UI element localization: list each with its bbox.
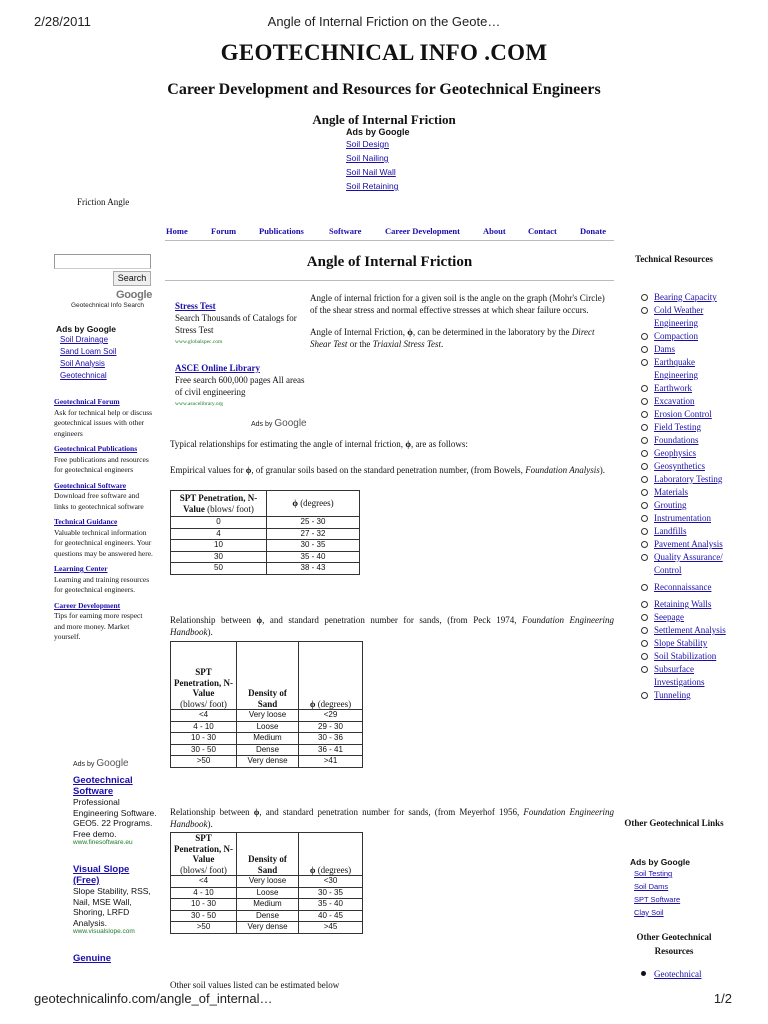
cell: Loose	[237, 721, 299, 733]
text: Relationship between	[170, 615, 257, 625]
left-link-block	[54, 397, 154, 439]
phi-symbol: ϕ	[309, 698, 316, 709]
ad-link-soil-retaining[interactable]: Soil Retaining	[346, 181, 399, 191]
phi-symbol: ϕ	[407, 327, 413, 337]
left-link-desc: Tips for earning more respect and more money. Market yourself.	[54, 611, 143, 641]
nav-publications[interactable]: Publications	[259, 226, 304, 236]
phi-unit: (degrees)	[297, 498, 334, 509]
resource-link[interactable]: Geotechnical	[654, 969, 702, 979]
empirical-values-text	[170, 464, 614, 476]
left-link-block	[54, 481, 154, 513]
search-button[interactable]: Search	[113, 271, 151, 286]
left-ads	[56, 324, 156, 383]
cell: Medium	[237, 733, 299, 745]
intro-paragraph-2	[310, 326, 614, 350]
table-row	[171, 563, 360, 575]
intro-paragraph-1: Angle of internal friction for a given soil is the angle on the graph (Mohr's Circle) of the shear stress and normal effective stresses at which shear failure occurs.	[310, 293, 605, 315]
list-item	[640, 624, 726, 637]
list-item	[640, 421, 726, 434]
nav-forum[interactable]: Forum	[211, 226, 237, 236]
phi-symbol: ϕ	[253, 807, 260, 817]
cell: Dense	[237, 910, 299, 922]
cell: 4 - 10	[171, 721, 237, 733]
table-row	[171, 551, 360, 563]
left-link-forum[interactable]: Geotechnical Forum	[54, 397, 120, 406]
search-input[interactable]	[54, 254, 151, 269]
table-row	[171, 733, 363, 745]
text: ).	[599, 465, 606, 475]
col-header-phi	[267, 491, 360, 517]
resource-link[interactable]: Bearing Capacity	[654, 292, 717, 302]
resource-link[interactable]: Earthwork	[654, 383, 692, 393]
text: , and standard penetration number for sands, (from Peck 1974,	[262, 615, 522, 625]
inline-ads	[175, 300, 305, 424]
col-header-phi	[299, 833, 363, 876]
ad-link-sand-loam-soil[interactable]: Sand Loam Soil	[60, 347, 117, 356]
ad-link-soil-nailing[interactable]: Soil Nailing	[346, 153, 389, 163]
cell: 10 - 30	[171, 733, 237, 745]
page-heading: Angle of Internal Friction	[312, 112, 456, 127]
google-logo: Google	[96, 758, 129, 769]
left-link-desc: Valuable technical information for geotechnical engineers. Your questions may be answered here.	[54, 527, 153, 558]
site-title: GEOTECHNICAL INFO .COM	[220, 40, 548, 65]
left-link-block	[54, 601, 154, 643]
list-item	[640, 650, 726, 663]
cell: Very loose	[237, 710, 299, 722]
spt-unit: (blows/ foot)	[204, 503, 254, 514]
resource-link[interactable]: Pavement Analysis	[654, 539, 723, 549]
left-link-career-development[interactable]: Career Development	[54, 600, 121, 610]
resource-link[interactable]: Slope Stability	[654, 638, 708, 648]
list-item	[640, 551, 726, 577]
cell: 4 - 10	[171, 887, 237, 899]
cell: 25 - 30	[267, 517, 360, 529]
col-header-density: Density of Sand	[237, 642, 299, 710]
meyerhof-relationship-text	[170, 806, 614, 830]
list-item	[640, 343, 726, 356]
ad-desc: Slope Stability, RSS, Nail, MSE Wall, Shoring, LRFD Analysis.	[73, 886, 151, 928]
cell: 30 - 36	[299, 733, 363, 745]
resource-link[interactable]: Materials	[654, 487, 688, 497]
text: ).	[207, 627, 213, 637]
print-title: Angle of Internal Friction on the Geote…	[267, 14, 501, 29]
ad-link-spt-software[interactable]: SPT Software	[634, 895, 681, 904]
list-item	[640, 598, 726, 611]
table-row	[171, 922, 363, 934]
google-logo: Google	[116, 289, 153, 301]
list-item	[640, 499, 726, 512]
cell: Very dense	[237, 922, 299, 934]
ad-link-soil-dams[interactable]: Soil Dams	[634, 882, 669, 891]
ads-by-google-label	[73, 758, 157, 769]
foundation-analysis: Foundation Analysis	[525, 465, 600, 475]
resource-link[interactable]: Field Testing	[654, 422, 701, 432]
cell: 38 - 43	[267, 563, 360, 575]
technical-resources-heading: Technical Resources	[635, 254, 713, 264]
resource-link[interactable]: Dams	[654, 344, 675, 354]
list-item	[640, 382, 726, 395]
ads-title: Ads by Google	[56, 324, 116, 334]
resource-link[interactable]: Tunneling	[654, 690, 691, 700]
ad-link-geotechnical[interactable]: Geotechnical	[60, 371, 107, 380]
col-header-phi	[299, 642, 363, 710]
table-header-row	[171, 491, 360, 517]
table-row	[171, 540, 360, 552]
resource-link[interactable]: Earthquake Engineering	[654, 357, 698, 380]
right-ads	[630, 857, 730, 921]
left-sponsored-ads	[73, 758, 157, 964]
adsby-prefix: Ads by	[73, 761, 95, 768]
ads-title: Ads by Google	[346, 127, 410, 137]
resource-link[interactable]: Foundations	[654, 435, 699, 445]
text: , and standard penetration number for sands, (from Meyerhof 1956,	[259, 807, 524, 817]
site-subtitle: Career Development and Resources for Geotechnical Engineers	[167, 81, 601, 98]
foundation-engineering-handbook: Foundation Engineering Handbook	[170, 615, 614, 637]
resource-link[interactable]: Retaining Walls	[654, 599, 712, 609]
cell: <29	[299, 710, 363, 722]
cell: 30 - 35	[299, 887, 363, 899]
table-row	[171, 744, 363, 756]
text: , of granular soils based on the standard penetration number, (from Bowels,	[251, 465, 526, 475]
nav-software[interactable]: Software	[329, 226, 362, 236]
phi-symbol: ϕ	[309, 864, 316, 875]
resource-link[interactable]: Instrumentation	[654, 513, 711, 523]
cutoff-text: Other soil values listed can be estimated below	[170, 980, 340, 988]
ad-url[interactable]: www.finesoftware.eu	[73, 839, 133, 846]
spt-table-meyerhof	[170, 832, 363, 934]
other-links-heading: Other Geotechnical Links	[624, 818, 724, 828]
nav-career-development[interactable]: Career Development	[385, 226, 460, 236]
cell: 40 - 45	[299, 910, 363, 922]
phi-unit: (degrees)	[315, 864, 352, 875]
phi-symbol: ϕ	[245, 465, 252, 475]
spt-label: SPT Penetration, N-Value	[174, 667, 233, 698]
list-item	[640, 512, 726, 525]
friction-angle-label: Friction Angle	[77, 197, 130, 207]
ads-by-google-label	[251, 418, 307, 429]
ad-url[interactable]: www.asucelibrary.org	[175, 401, 224, 407]
cell: 0	[171, 517, 267, 529]
spt-unit: (blows/ foot)	[180, 698, 227, 709]
cell: 29 - 30	[299, 721, 363, 733]
list-item	[640, 525, 726, 538]
nav-about[interactable]: About	[483, 226, 506, 236]
ad-desc: Search Thousands of Catalogs for Stress Test	[175, 313, 297, 335]
article-heading: Angle of Internal Friction	[306, 254, 473, 270]
text: , can be determined in the laboratory by the	[412, 327, 572, 337]
resource-link[interactable]: Reconnaissance	[654, 582, 712, 592]
list-item	[640, 434, 726, 447]
cell: Loose	[237, 887, 299, 899]
resource-link[interactable]: Landfills	[654, 526, 687, 536]
print-page-number: 1/2	[713, 991, 732, 1006]
search-label: Geotechnical Info Search	[71, 302, 144, 309]
cell: 50	[171, 563, 267, 575]
col-header-spt	[171, 491, 267, 517]
cell: Dense	[237, 744, 299, 756]
cell: <4	[171, 876, 237, 888]
list-item	[640, 304, 726, 330]
list-item	[640, 408, 726, 421]
ad-link-soil-drainage[interactable]: Soil Drainage	[60, 335, 109, 344]
nav-donate[interactable]: Donate	[580, 226, 606, 236]
foundation-engineering-handbook: Foundation Engineering Handbook	[170, 807, 614, 829]
cell: 30 - 35	[267, 540, 360, 552]
sponsored-ad	[73, 953, 157, 964]
spt-unit: (blows/ foot)	[180, 864, 227, 875]
ad-url[interactable]: www.visualslope.com	[73, 928, 135, 935]
list-item	[640, 460, 726, 473]
left-link-desc: Ask for technical help or discuss geotechnical issues with other engineers	[54, 407, 153, 438]
sponsored-ad	[73, 864, 157, 935]
google-logo: Google	[274, 418, 307, 429]
resource-link[interactable]: Geophysics	[654, 448, 696, 458]
spt-table-bowles	[170, 490, 360, 575]
cell: <4	[171, 710, 237, 722]
cell: <30	[299, 876, 363, 888]
table-row	[171, 887, 363, 899]
table-row	[171, 899, 363, 911]
list-item	[640, 486, 726, 499]
table-row	[171, 517, 360, 529]
ad-link-clay-soil[interactable]: Clay Soil	[634, 908, 664, 917]
table-header-row	[171, 833, 363, 876]
resource-link[interactable]: Compaction	[654, 331, 698, 341]
left-link-desc: Free publications and resources for geotechnical engineers	[54, 454, 149, 474]
ad-title-genuine[interactable]: Genuine	[73, 953, 112, 964]
cell: 27 - 32	[267, 528, 360, 540]
table-header-row	[171, 642, 363, 710]
left-link-publications[interactable]: Geotechnical Publications	[54, 444, 138, 453]
resource-link[interactable]: Geosynthetics	[654, 461, 705, 471]
cell: >50	[171, 756, 237, 768]
text: Typical relationships for estimating the angle of internal friction,	[170, 439, 406, 449]
list-item	[640, 611, 726, 624]
spt-label: SPT Penetration, N-Value	[179, 493, 258, 514]
col-header-spt	[171, 642, 237, 710]
print-url: geotechnicalinfo.com/angle_of_internal…	[34, 991, 273, 1006]
cell: 30 - 50	[171, 910, 237, 922]
cell: 10	[171, 540, 267, 552]
print-date: 2/28/2011	[34, 14, 91, 29]
resource-link[interactable]: Grouting	[654, 500, 687, 510]
phi-symbol: ϕ	[292, 498, 298, 509]
ad-link-soil-design[interactable]: Soil Design	[346, 139, 389, 149]
main-nav	[165, 226, 625, 238]
resource-link[interactable]: Settlement Analysis	[654, 625, 726, 635]
resource-link[interactable]: Quality Assurance/ Control	[654, 552, 723, 575]
list-item	[640, 689, 726, 702]
list-item	[640, 538, 726, 551]
list-item	[640, 395, 726, 408]
resource-link[interactable]: Soil Stabilization	[654, 651, 717, 661]
resource-link[interactable]: Laboratory Testing	[654, 474, 723, 484]
left-links	[54, 397, 154, 648]
ad-url[interactable]: www.globalspec.com	[175, 339, 223, 345]
cell: 35 - 40	[299, 899, 363, 911]
table-row	[171, 876, 363, 888]
ad-link-soil-testing[interactable]: Soil Testing	[634, 869, 673, 878]
table-row	[171, 756, 363, 768]
left-link-desc: Download free software and links to geotechnical software	[54, 491, 144, 511]
left-link-block	[54, 564, 154, 596]
left-link-technical-guidance[interactable]: Technical Guidance	[54, 517, 118, 526]
resource-link[interactable]: Subsurface Investigations	[654, 664, 705, 687]
ad-title-stress-test[interactable]: Stress Test	[175, 301, 216, 311]
nav-home[interactable]: Home	[166, 226, 188, 236]
cell: >50	[171, 922, 237, 934]
phi-symbol: ϕ	[405, 439, 411, 449]
spt-table-peck	[170, 641, 363, 768]
list-item	[640, 637, 726, 650]
ad-title-visual-slope[interactable]: Visual Slope (Free)	[73, 864, 130, 886]
top-ads	[346, 127, 466, 195]
resource-link[interactable]: Excavation	[654, 396, 695, 406]
list-item	[640, 473, 726, 486]
cell: 30	[171, 551, 267, 563]
cell: Medium	[237, 899, 299, 911]
ad-link-soil-analysis[interactable]: Soil Analysis	[60, 359, 105, 368]
text: .	[441, 339, 444, 349]
ad-link-soil-nail-wall[interactable]: Soil Nail Wall	[346, 167, 396, 177]
triaxial-stress-test: Triaxial Stress Test	[372, 339, 442, 349]
print-header	[0, 14, 768, 36]
cell: 35 - 40	[267, 551, 360, 563]
left-link-block	[54, 444, 154, 476]
technical-resources-list	[640, 291, 726, 702]
text: Relationship between	[170, 807, 254, 817]
direct-shear-test: Direct Shear Test	[310, 327, 595, 349]
peck-relationship-text	[170, 614, 614, 638]
phi-unit: (degrees)	[315, 698, 352, 709]
cell: 10 - 30	[171, 899, 237, 911]
heading-divider	[165, 280, 614, 281]
cell: 36 - 41	[299, 744, 363, 756]
table-row	[171, 528, 360, 540]
list-item	[640, 968, 726, 981]
left-link-software[interactable]: Geotechnical Software	[54, 480, 127, 490]
other-resources-list	[640, 968, 726, 981]
text: Empirical values for	[170, 465, 246, 475]
spt-label: SPT Penetration, N-Value	[174, 833, 233, 864]
col-header-density: Density of Sand	[237, 833, 299, 876]
cell: >41	[299, 756, 363, 768]
list-item	[640, 581, 726, 594]
sponsored-ad	[73, 775, 157, 846]
cell: 30 - 50	[171, 744, 237, 756]
ad-title-geotechnical-software[interactable]: Geotechnical Software	[73, 775, 133, 797]
left-link-block	[54, 517, 154, 559]
table-row	[171, 721, 363, 733]
typical-relationships-text	[170, 438, 614, 450]
cell: 4	[171, 528, 267, 540]
ad-desc: Professional Engineering Software. GEO5. 22 Programs. Free demo.	[73, 797, 157, 839]
adsby-prefix: Ads by	[251, 421, 273, 428]
col-header-spt	[171, 833, 237, 876]
list-item	[640, 356, 726, 382]
text: or the	[347, 339, 373, 349]
phi-symbol: ϕ	[256, 615, 263, 625]
resource-link[interactable]: Erosion Control	[654, 409, 712, 419]
left-link-learning-center[interactable]: Learning Center	[54, 564, 108, 573]
left-link-desc: Learning and training resources for geotechnical engineers.	[54, 574, 150, 594]
ad-desc: Free search 600,000 pages All areas of civil engineering	[175, 375, 305, 397]
text: ).	[207, 819, 213, 829]
list-item	[640, 330, 726, 343]
resource-link[interactable]: Seepage	[654, 612, 684, 622]
print-footer	[0, 991, 768, 1013]
ads-title: Ads by Google	[630, 857, 690, 867]
table-row	[171, 910, 363, 922]
other-resources-heading: Other Geotechnical Resources	[636, 932, 712, 956]
list-item	[640, 663, 726, 689]
text: Angle of Internal Friction,	[310, 327, 408, 337]
cell: >45	[299, 922, 363, 934]
ad-title-asce-online-library[interactable]: ASCE Online Library	[175, 363, 261, 373]
resource-link[interactable]: Cold Weather Engineering	[654, 305, 704, 328]
list-item	[640, 447, 726, 460]
intro-text	[310, 292, 614, 360]
cell: Very dense	[237, 756, 299, 768]
table-row	[171, 710, 363, 722]
cell: Very loose	[237, 876, 299, 888]
text: , are as follows:	[410, 439, 468, 449]
nav-divider	[165, 240, 614, 241]
nav-contact[interactable]: Contact	[528, 226, 557, 236]
list-item	[640, 291, 726, 304]
